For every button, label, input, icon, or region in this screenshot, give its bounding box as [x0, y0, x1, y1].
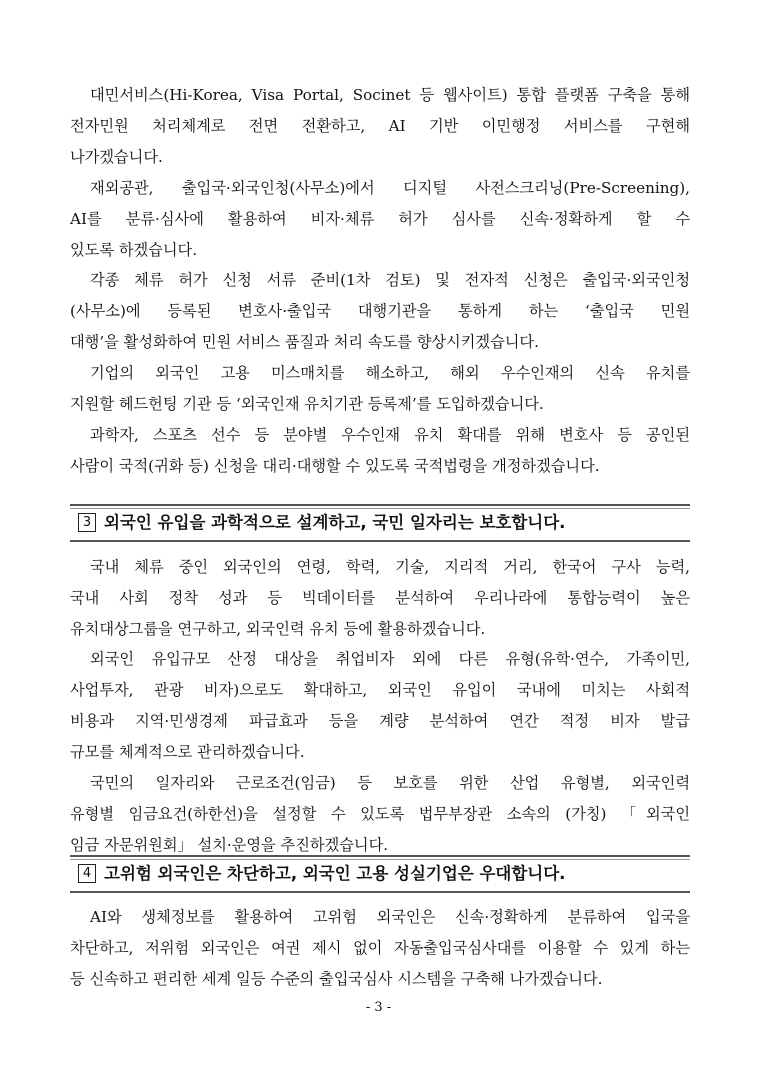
paragraph — [70, 552, 690, 645]
text-line: 대행’을 활성화하여 민원 서비스 품질과 처리 속도를 향상시키겠습니다. — [70, 333, 539, 351]
paragraph — [70, 173, 690, 266]
text-line: 외국인 유입규모 산정 대상을 취업비자 외에 다른 유형(유학·연수, 가족이민, — [90, 650, 690, 668]
section-number: 4 — [78, 864, 96, 883]
text-line: 규모를 체계적으로 관리하겠습니다. — [70, 743, 305, 761]
text-line: (사무소)에 등록된 변호사·출입국 대행기관을 통하게 하는 ‘출입국 민원 — [70, 302, 690, 320]
section-title: 고위험 외국인은 차단하고, 외국인 고용 성실기업은 우대합니다. — [104, 864, 566, 883]
paragraph — [70, 902, 690, 995]
text-line: 사람이 국적(귀화 등) 신청을 대리·대행할 수 있도록 국적법령을 개정하겠습니다. — [70, 457, 600, 475]
text-line: AI를 분류·심사에 활용하여 비자·체류 허가 심사를 신속·정확하게 할 수 — [70, 210, 690, 228]
text-line: 전자민원 처리체계로 전면 전환하고, AI 기반 이민행정 서비스를 구현해 — [70, 117, 690, 135]
text-line: 국민의 일자리와 근로조건(임금) 등 보호를 위한 산업 유형별, 외국인력 — [90, 774, 690, 792]
text-line: 재외공관, 출입국·외국인청(사무소)에서 디지털 사전스크리닝(Pre-Screening), — [90, 179, 690, 197]
text-line: 국내 체류 중인 외국인의 연령, 학력, 기술, 지리적 거리, 한국어 구사 능력, — [90, 558, 690, 576]
page-number: - 3 - — [365, 1000, 392, 1015]
text-line: 사업투자, 관광 비자)으로도 확대하고, 외국인 유입이 국내에 미치는 사회적 — [70, 681, 690, 699]
text-line: 비용과 지역·민생경제 파급효과 등을 계량 분석하여 연간 적정 비자 발급 — [70, 712, 690, 730]
paragraph — [70, 420, 690, 482]
text-line: 유형별 임금요건(하한선)을 설정할 수 있도록 법무부장관 소속의 (가칭) 「외국인 — [70, 805, 690, 823]
text-line: 기업의 외국인 고용 미스매치를 해소하고, 해외 우수인재의 신속 유치를 — [90, 364, 690, 382]
text-line: 유치대상그룹을 연구하고, 외국인력 유치 등에 활용하겠습니다. — [70, 620, 486, 638]
text-line: 지원할 헤드헌팅 기관 등 ‘외국인재 유치기관 등록제’를 도입하겠습니다. — [70, 395, 544, 413]
section-heading — [70, 504, 690, 542]
paragraph — [70, 644, 690, 768]
paragraph — [70, 768, 690, 861]
text-line: 등 신속하고 편리한 세계 일등 수준의 출입국심사 시스템을 구축해 나가겠습니다. — [70, 970, 603, 988]
section-number: 3 — [78, 513, 96, 532]
section-heading — [70, 855, 690, 893]
text-line: 과학자, 스포츠 선수 등 분야별 우수인재 유치 확대를 위해 변호사 등 공인된 — [90, 426, 690, 444]
text-line: 차단하고, 저위험 외국인은 여권 제시 없이 자동출입국심사대를 이용할 수 있게 하는 — [70, 939, 690, 957]
paragraph — [70, 80, 690, 173]
text-line: 대민서비스(Hi-Korea, Visa Portal, Socinet 등 웹사이트) 통합 플랫폼 구축을 통해 — [90, 86, 690, 104]
text-line: 각종 체류 허가 신청 서류 준비(1차 검토) 및 전자적 신청은 출입국·외국인청 — [90, 271, 690, 289]
text-line: AI와 생체정보를 활용하여 고위험 외국인은 신속·정확하게 분류하여 입국을 — [90, 908, 690, 926]
text-line: 국내 사회 정착 성과 등 빅데이터를 분석하여 우리나라에 통합능력이 높은 — [70, 589, 690, 607]
text-line: 임금 자문위원회」 설치·운영을 추진하겠습니다. — [70, 836, 389, 854]
paragraph — [70, 265, 690, 358]
text-line: 있도록 하겠습니다. — [70, 241, 198, 259]
text-line: 나가겠습니다. — [70, 148, 163, 166]
section-title: 외국인 유입을 과학적으로 설계하고, 국민 일자리는 보호합니다. — [104, 513, 566, 532]
paragraph — [70, 358, 690, 420]
